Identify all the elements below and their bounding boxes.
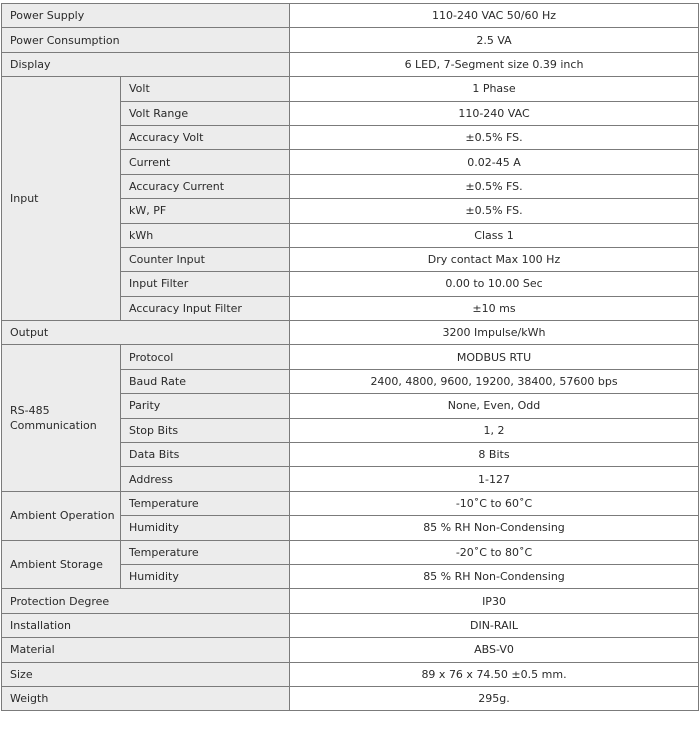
row-value: 110-240 VAC 50/60 Hz [290,4,699,28]
sub-label: Address [121,467,290,491]
group-label-line: Communication [10,419,97,433]
table-row [2,77,699,101]
sub-label: Temperature [121,540,290,564]
sub-label: kWh [121,223,290,247]
row-label: Power Consumption [2,28,290,52]
row-value: -20˚C to 80˚C [290,540,699,564]
sub-label: Input Filter [121,272,290,296]
sub-label: Accuracy Input Filter [121,296,290,320]
table-row [2,662,699,686]
row-value: 0.00 to 10.00 Sec [290,272,699,296]
row-label: Installation [2,613,290,637]
table-row [2,345,699,369]
row-value: 85 % RH Non-Condensing [290,516,699,540]
sub-label: Current [121,150,290,174]
row-value: Class 1 [290,223,699,247]
row-label: Output [2,321,290,345]
row-value: 3200 Impulse/kWh [290,321,699,345]
sub-label: Protocol [121,345,290,369]
sub-label: Volt [121,77,290,101]
row-value: 89 x 76 x 74.50 ±0.5 mm. [290,662,699,686]
sub-label: Stop Bits [121,418,290,442]
row-value: ±0.5% FS. [290,199,699,223]
row-value: 1 Phase [290,77,699,101]
row-value: DIN-RAIL [290,613,699,637]
table-row [2,638,699,662]
row-value: 110-240 VAC [290,101,699,125]
row-value: None, Even, Odd [290,394,699,418]
row-value: 1-127 [290,467,699,491]
row-value: ±0.5% FS. [290,174,699,198]
row-label: Material [2,638,290,662]
row-value: 85 % RH Non-Condensing [290,564,699,588]
table-row [2,686,699,710]
row-label: Display [2,52,290,76]
row-value: MODBUS RTU [290,345,699,369]
sub-label: Volt Range [121,101,290,125]
row-value: IP30 [290,589,699,613]
sub-label: Accuracy Volt [121,125,290,149]
row-value: -10˚C to 60˚C [290,491,699,515]
sub-label: Baud Rate [121,369,290,393]
group-label-rs485 [2,345,121,491]
table-row [2,52,699,76]
row-value: 1, 2 [290,418,699,442]
sub-label: Parity [121,394,290,418]
sub-label: Data Bits [121,443,290,467]
group-label-ambient-storage: Ambient Storage [2,540,121,589]
group-label-ambient-operation: Ambient Operation [2,491,121,540]
sub-label: Counter Input [121,247,290,271]
row-value: ABS-V0 [290,638,699,662]
table-row [2,321,699,345]
row-value: 295g. [290,686,699,710]
sub-label: Accuracy Current [121,174,290,198]
table-row [2,540,699,564]
group-label-line: RS-485 [10,404,50,418]
table-row [2,4,699,28]
row-value: 2400, 4800, 9600, 19200, 38400, 57600 bps [290,369,699,393]
sub-label: kW, PF [121,199,290,223]
row-label: Size [2,662,290,686]
row-label: Weigth [2,686,290,710]
row-value: 2.5 VA [290,28,699,52]
row-value: 8 Bits [290,443,699,467]
table-row [2,589,699,613]
row-label: Power Supply [2,4,290,28]
sub-label: Temperature [121,491,290,515]
sub-label: Humidity [121,516,290,540]
table-row [2,613,699,637]
row-value: 0.02-45 A [290,150,699,174]
specification-table [1,3,699,711]
row-value: Dry contact Max 100 Hz [290,247,699,271]
row-value: ±10 ms [290,296,699,320]
row-value: 6 LED, 7-Segment size 0.39 inch [290,52,699,76]
row-value: ±0.5% FS. [290,125,699,149]
table-row [2,28,699,52]
table-row [2,491,699,515]
group-label-input: Input [2,77,121,321]
sub-label: Humidity [121,564,290,588]
row-label: Protection Degree [2,589,290,613]
